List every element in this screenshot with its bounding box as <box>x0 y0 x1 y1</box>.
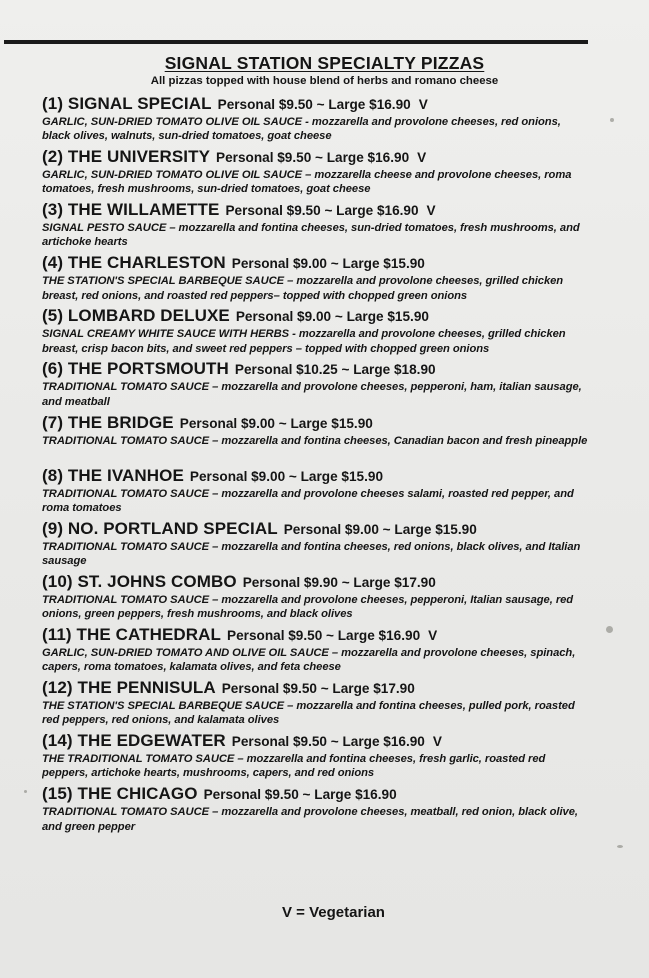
pizza-item-header <box>42 358 602 380</box>
pizza-name: (3) THE WILLAMETTE <box>42 200 220 220</box>
pizza-item <box>42 518 602 571</box>
pizza-price: Personal $9.00 ~ Large $15.90 <box>179 415 373 431</box>
pizza-description: GARLIC, SUN-DRIED TOMATO OLIVE OIL SAUCE - mozzarella and provolone cheeses, red onions, black olives, walnuts, sun-dried tomatoes, goat cheese <box>42 116 561 143</box>
pizza-list <box>42 93 602 836</box>
pizza-description: THE STATION'S SPECIAL BARBEQUE SAUCE – mozzarella and fontina cheeses, pulled pork, roasted red peppers, red onions, and kalamata olives <box>42 700 575 727</box>
pizza-item-header <box>42 518 602 540</box>
vegetarian-marker: V <box>418 97 428 112</box>
pizza-item <box>42 305 602 358</box>
pizza-item <box>42 783 602 836</box>
vegetarian-marker: V <box>417 150 427 166</box>
pizza-item-header <box>42 677 602 699</box>
pizza-item-header <box>42 252 602 274</box>
pizza-description: GARLIC, SUN-DRIED TOMATO OLIVE OIL SAUCE – mozzarella cheese and provolone cheeses, roma tomatoes, fresh mushrooms, sun-dried tomatoes, goat cheese <box>42 169 572 196</box>
paper-speck <box>24 790 27 793</box>
pizza-item <box>42 199 602 252</box>
pizza-item <box>42 677 602 730</box>
pizza-description: TRADITIONAL TOMATO SAUCE – mozzarella and provolone cheeses, pepperoni, Italian sausage, red onions, green peppers, fresh mushrooms, and black olives <box>42 593 574 621</box>
pizza-name: (11) THE CATHEDRAL <box>42 624 222 644</box>
pizza-price: Personal $9.50 ~ Large $16.90 <box>216 150 410 166</box>
pizza-item <box>42 730 602 783</box>
pizza-name: (7) THE BRIDGE <box>42 412 174 432</box>
pizza-item-header <box>42 146 602 168</box>
pizza-name: (4) THE CHARLESTON <box>42 253 226 273</box>
paper-speck <box>606 626 613 633</box>
pizza-item <box>42 465 602 518</box>
pizza-description: TRADITIONAL TOMATO SAUCE – mozzarella and provolone cheeses, meatball, red onion, black olive, and green pepper <box>42 806 578 833</box>
pizza-item <box>42 146 602 199</box>
pizza-description: THE TRADITIONAL TOMATO SAUCE – mozzarella and fontina cheeses, fresh garlic, roasted red peppers, artichoke hearts, mushrooms, capers, and red onions <box>42 753 546 780</box>
pizza-name: (8) THE IVANHOE <box>42 465 184 485</box>
page-subtitle: All pizzas topped with house blend of herbs and romano cheese <box>150 75 499 87</box>
pizza-price: Personal $9.50 ~ Large $17.90 <box>221 681 415 697</box>
paper-speck <box>617 845 623 848</box>
page-title: SIGNAL STATION SPECIALTY PIZZAS <box>164 53 485 73</box>
vegetarian-marker: V <box>428 627 438 643</box>
top-divider <box>4 40 588 44</box>
pizza-price: Personal $9.50 ~ Large $16.90 <box>225 203 419 219</box>
pizza-price: Personal $9.50 ~ Large $16.90 <box>203 787 397 803</box>
pizza-item-header <box>42 730 602 752</box>
pizza-item-header <box>42 412 602 434</box>
pizza-price: Personal $9.50 ~ Large $16.90 <box>231 734 425 750</box>
pizza-item-header <box>42 783 602 805</box>
pizza-item <box>42 252 602 305</box>
pizza-description: SIGNAL CREAMY WHITE SAUCE WITH HERBS - mozzarella and provolone cheeses, grilled chicken breast, crisp bacon bits, and sweet red peppers – topped with chopped green onions <box>42 328 566 355</box>
pizza-description: THE STATION'S SPECIAL BARBEQUE SAUCE – mozzarella and provolone cheeses, grilled chicken breast, red onions, and roasted red peppers– topped with chopped green onions <box>42 275 564 302</box>
pizza-description: TRADITIONAL TOMATO SAUCE – mozzarella and provolone cheeses salami, roasted red pepper, and roma tomatoes <box>42 487 574 514</box>
pizza-description: TRADITIONAL TOMATO SAUCE – mozzarella and fontina cheeses, Canadian bacon and fresh pineapple <box>42 434 588 447</box>
pizza-price: Personal $9.00 ~ Large $15.90 <box>283 521 477 537</box>
pizza-price: Personal $9.00 ~ Large $15.90 <box>189 468 384 484</box>
pizza-price: Personal $10.25 ~ Large $18.90 <box>234 362 436 378</box>
paper-speck <box>610 118 614 122</box>
pizza-item <box>42 571 602 624</box>
pizza-name: (9) NO. PORTLAND SPECIAL <box>42 518 278 538</box>
pizza-description: TRADITIONAL TOMATO SAUCE – mozzarella and fontina cheeses, red onions, black olives, and Italian sausage <box>42 540 581 568</box>
pizza-description: SIGNAL PESTO SAUCE – mozzarella and fontina cheeses, sun-dried tomatoes, fresh mushrooms, and artichoke hearts <box>42 222 580 249</box>
pizza-name: (5) LOMBARD DELUXE <box>42 306 230 326</box>
pizza-item-header <box>42 305 602 327</box>
pizza-item-header <box>42 624 602 646</box>
vegetarian-marker: V <box>432 734 442 750</box>
pizza-price: Personal $9.50 ~ Large $16.90 <box>227 627 421 643</box>
pizza-description: TRADITIONAL TOMATO SAUCE – mozzarella and provolone cheeses, pepperoni, ham, italian sausage, and meatball <box>42 381 582 408</box>
pizza-item-header <box>42 199 602 221</box>
pizza-item <box>42 624 602 677</box>
pizza-description: GARLIC, SUN-DRIED TOMATO AND OLIVE OIL SAUCE – mozzarella and provolone cheeses, spinach, capers, roma tomatoes, kalamata olives, and feta cheese <box>42 646 576 674</box>
pizza-price: Personal $9.00 ~ Large $15.90 <box>231 256 425 272</box>
pizza-name: (10) ST. JOHNS COMBO <box>42 571 237 591</box>
pizza-item-header <box>42 571 602 593</box>
pizza-name: (2) THE UNIVERSITY <box>42 147 211 167</box>
pizza-item-header <box>42 93 602 115</box>
pizza-name: (12) THE PENNISULA <box>42 678 216 698</box>
pizza-price: Personal $9.50 ~ Large $16.90 <box>217 97 411 112</box>
pizza-item-header <box>42 465 602 487</box>
pizza-item <box>42 93 602 146</box>
pizza-item <box>42 412 602 465</box>
pizza-price: Personal $9.00 ~ Large $15.90 <box>235 309 429 325</box>
pizza-name: (15) THE CHICAGO <box>42 784 198 804</box>
pizza-price: Personal $9.90 ~ Large $17.90 <box>242 574 436 590</box>
pizza-name: (6) THE PORTSMOUTH <box>42 359 229 379</box>
vegetarian-marker: V <box>426 203 436 219</box>
vegetarian-legend: V = Vegetarian <box>282 904 385 921</box>
pizza-name: (1) SIGNAL SPECIAL <box>42 94 212 113</box>
pizza-item <box>42 358 602 411</box>
pizza-name: (14) THE EDGEWATER <box>42 731 226 751</box>
